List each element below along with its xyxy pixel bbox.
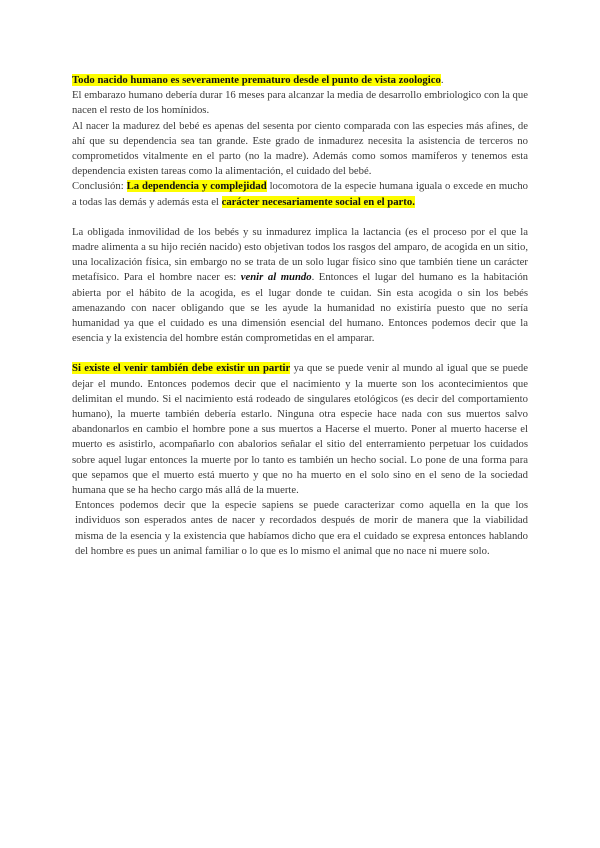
paragraph-partir [72, 361, 528, 498]
sapiens-text: Entonces podemos decir que la especie sapiens se puede caracterizar como aquella en la que los individuos son esperados antes de nacer y recordados después de morir de manera que la viabilidad misma de la esencia y la existencia que habíamos dicho que era el cuidado se expresa entonces hablando del hombre es pues un animal familiar o lo que es lo mismo el animal que no nace ni muere solo. [75, 499, 528, 557]
highlighted-title: Todo nacido humano es severamente prematuro desde el punto de vista zoologico [72, 74, 441, 86]
sentence-madurez: Al nacer la madurez del bebé es apenas del sesenta por ciento comparada con las especies más afines, de ahí que su dependencia sea tan grande. Este grado de inmadurez necesita la asistencia de terceros no comprometidos vitalmente en el parto (no la madre). Además como somos mamíferos y tenemos esta dependencia existen tareas como la alimentación, el cuidado del bebé. [72, 119, 528, 178]
conclusion-label: Conclusión: [72, 180, 124, 193]
paragraph-gap [72, 210, 528, 225]
paragraph-gap [72, 346, 528, 361]
highlight-venir-partir: Si existe el venir también debe existir un partir [72, 362, 291, 375]
document-page [72, 73, 528, 559]
partir-text: ya que se puede venir al mundo al igual que se puede dejar el mundo. Entonces podemos decir que el nacimiento y la muerte son los acontecimientos que delimitan el mundo. Si el nacimiento está rodeado de singulares etológicos (es decir del comportamiento humano), la muerte también debería estarlo. Ninguna otra especie hace nada con sus muertos salvo abandonarlos en cambio el hombre pone a sus muertos a Hacerse el muerto. Poner al muerto hacerse el muerto es asistirlo, acompañarlo con abalorios señalar el sitio del enterramiento perpetuar los cuidados sobre aquel lugar entonces la muerte por lo tanto es también un hecho social. Lo pone de una forma para que sepamos que el muerto está muerto y que no ha muerto en el solo sino en el seno de la sociedad humana que se ha hecho cargo más allá de la muerte. [72, 362, 528, 497]
inmovilidad-text-start: La obligada inmovilidad de los bebés y su inmadurez implica la lactancia (es el proceso por el que la madre alimenta a su hijo recién nacido) esto objetivan todos los rasgos del amparo, de acogida en un sitio, una localización física, sin embargo no se trata de un solo lugar físico sino que también tiene un carácter metafísico. Para el hombre nacer es: [72, 225, 528, 284]
highlight-dependencia: La dependencia y complejidad [126, 180, 267, 193]
paragraph-prematuro [72, 73, 528, 210]
highlight-caracter-social: carácter necesariamente social en el parto. [221, 195, 415, 208]
title-period: . [440, 74, 444, 86]
conclusion-text: locomotora de la especie humana iguala o excede en mucho a todas las demás y además esta el [72, 180, 529, 208]
paragraph-inmovilidad [72, 225, 528, 347]
paragraph-sapiens [72, 498, 528, 559]
inmovilidad-text-end: . Entonces el lugar del humano es la habitación abierta por el hábito de la acogida, es el lugar donde te cuidan. Sin esta acogida o sin los bebés amenazando con nacer obligando que se les ayude la humanidad no existiría puesto que no sería humanidad ya que el cuidado es una dimensión esencial del humano. Entonces podemos decir que la esencia y la existencia del hombre están comprometidas en el amparar. [72, 271, 529, 345]
emphasis-venir-al-mundo: venir al mundo [240, 271, 312, 284]
sentence-embarazo: El embarazo humano debería durar 16 meses para alcanzar la media de desarrollo embriologico con la que nacen el resto de los homínidos. [72, 89, 528, 117]
